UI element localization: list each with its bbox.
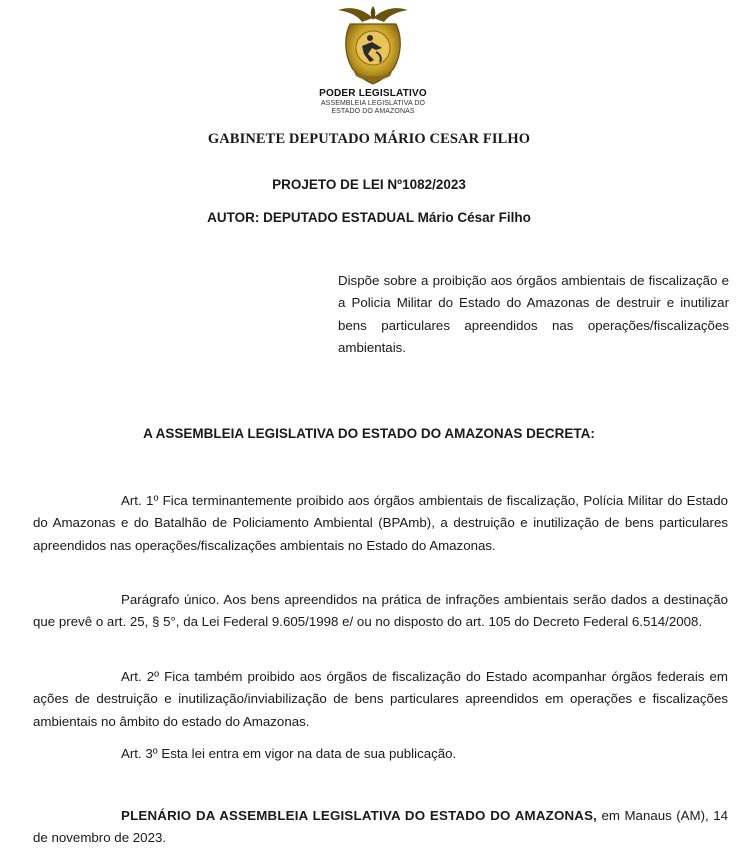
bill-number: PROJETO DE LEI Nº1082/2023	[272, 177, 466, 192]
brand-subtitle-line-2: ESTADO DO AMAZONAS	[331, 108, 415, 115]
office-heading: GABINETE DEPUTADO MÁRIO CESAR FILHO	[207, 131, 531, 147]
closing-place-date: em Manaus (AM), 14 de novembro de 2023.	[33, 808, 728, 846]
brand-subtitle-line-1: ASSEMBLEIA LEGISLATIVA DO	[320, 100, 426, 107]
decree-heading: A ASSEMBLEIA LEGISLATIVA DO ESTADO DO AMAZONAS DECRETA:	[143, 426, 595, 441]
letterhead	[303, 2, 443, 120]
bill-author: AUTOR: DEPUTADO ESTADUAL Mário César Filho	[207, 210, 531, 225]
brand-title: PODER LEGISLATIVO	[319, 88, 427, 99]
article-3: Art. 3º Esta lei entra em vigor na data de sua publicação.	[121, 746, 457, 761]
article-1: Art. 1º Fica terminantemente proibido aos órgãos ambientais de fiscalização, Polícia Militar do Estado do Amazonas e do Batalhão de Policiamento Ambiental (BPAmb), a destruição e inutilização de bens particulares apreendidos nas operações/fiscalizações ambientais no Estado do Amazonas.	[33, 493, 728, 553]
article-1-sole-paragraph: Parágrafo único. Aos bens apreendidos na prática de infrações ambientais serão dados a destinação que prevê o art. 25, § 5°, da Lei Federal 9.605/1998 e/ ou no disposto do art. 105 do Decreto Federal 6.514/2008.	[33, 592, 728, 630]
closing-plenary: PLENÁRIO DA ASSEMBLEIA LEGISLATIVA DO ESTADO DO AMAZONAS,	[121, 808, 598, 823]
article-2: Art. 2º Fica também proibido aos órgãos de fiscalização do Estado acompanhar órgãos federais em ações de destruição e inutilização/inviabilização de bens particulares apreendidos em operações e fiscalizações ambientais no âmbito do estado do Amazonas.	[33, 669, 728, 729]
bill-summary: Dispõe sobre a proibição aos órgãos ambientais de fiscalização e a Policia Militar do Estado do Amazonas de destruir e inutilizar bens particulares apreendidos nas operações/fiscalizações ambientais.	[338, 273, 729, 356]
closing-statement	[33, 805, 728, 850]
coat-of-arms-icon	[310, 2, 436, 86]
